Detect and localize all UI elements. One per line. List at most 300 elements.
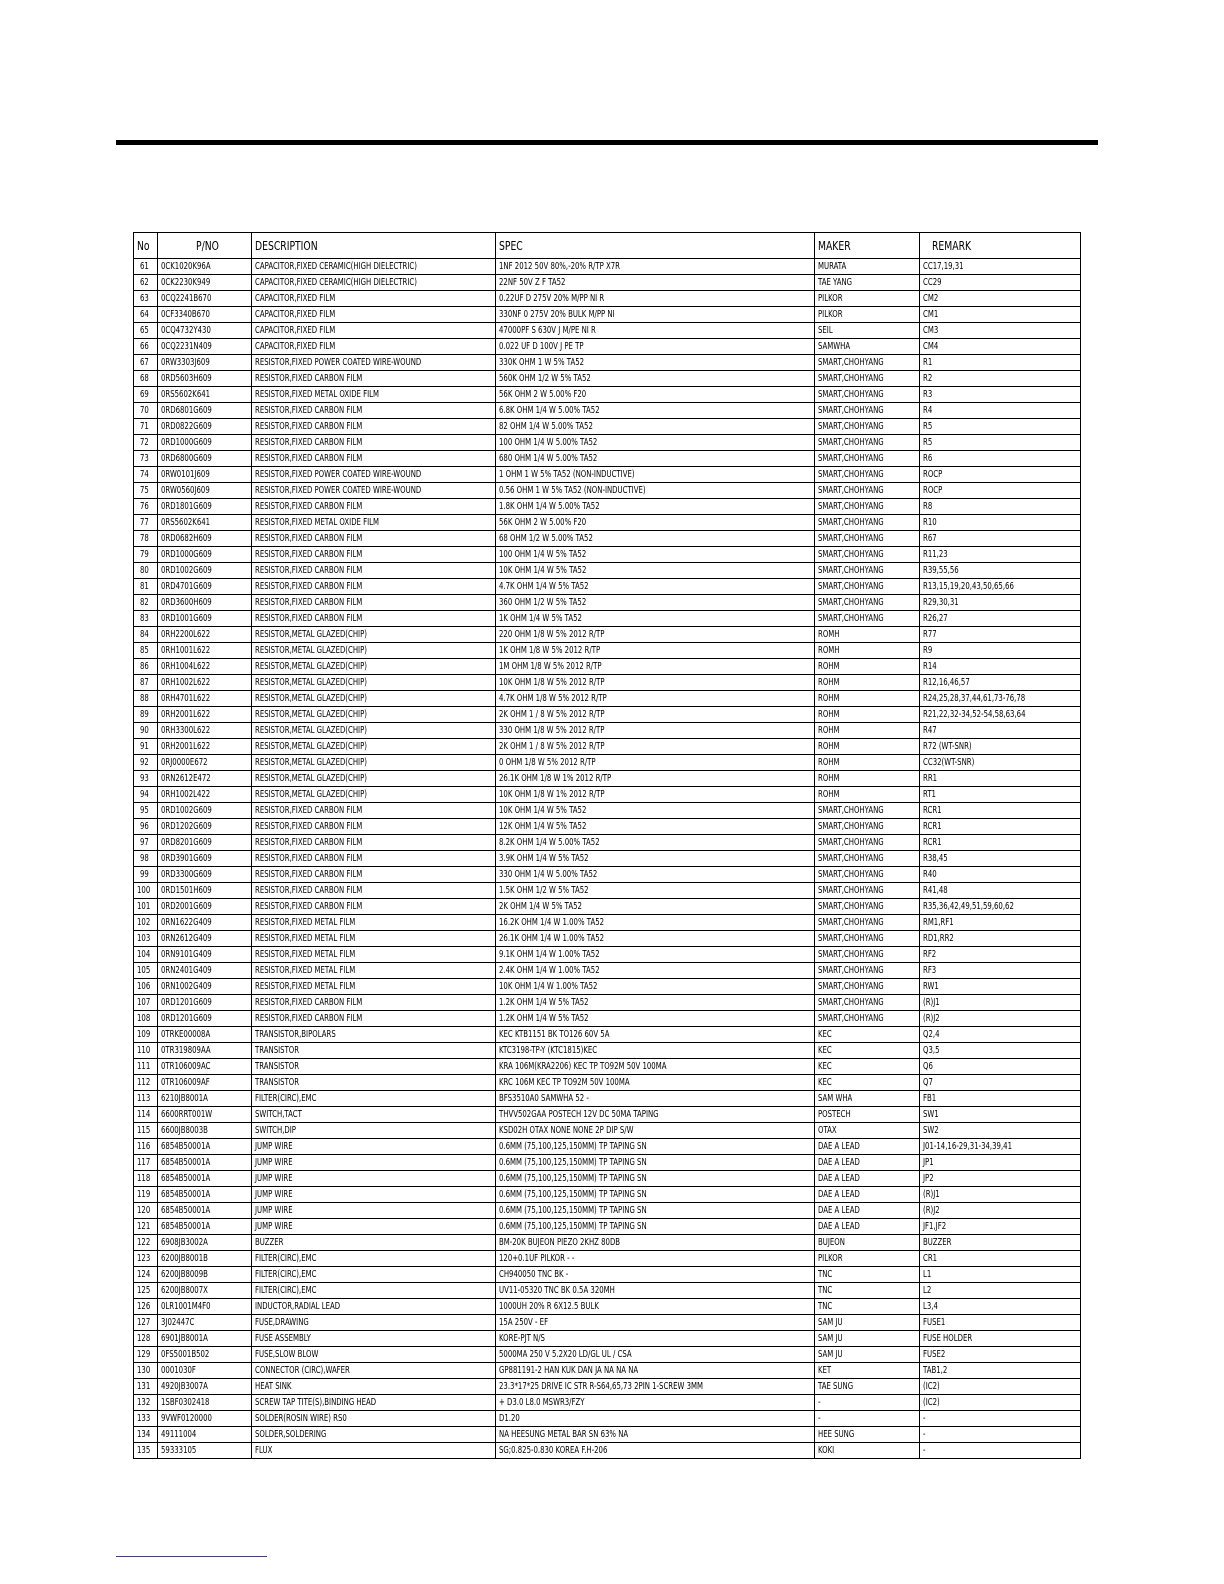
table-row [134,563,1081,579]
cell-desc: RESISTOR,FIXED METAL FILM [252,931,496,947]
cell-desc: HEAT SINK [252,1379,496,1395]
table-row [134,1011,1081,1027]
cell-remark: R14 [920,659,1081,675]
cell-desc: RESISTOR,FIXED CARBON FILM [252,451,496,467]
cell-remark: R67 [920,531,1081,547]
table-row [134,595,1081,611]
table-row [134,339,1081,355]
cell-desc: RESISTOR,FIXED CARBON FILM [252,595,496,611]
table-row [134,1123,1081,1139]
table-row [134,659,1081,675]
cell-maker: SMART,CHOHYANG [815,499,920,515]
cell-spec: 10K OHM 1/4 W 5% TA52 [496,803,815,819]
cell-no: 69 [134,387,158,403]
cell-maker: ROHM [815,707,920,723]
cell-pn: 6600RRT001W [158,1107,252,1123]
cell-spec: 1.2K OHM 1/4 W 5% TA52 [496,1011,815,1027]
cell-remark: RW1 [920,979,1081,995]
cell-pn: 0RH1001L622 [158,643,252,659]
header-remark: REMARK [920,233,1081,259]
cell-spec: 56K OHM 2 W 5.00% F20 [496,515,815,531]
table-row [134,899,1081,915]
cell-remark: J01-14,16-29,31-34,39,41 [920,1139,1081,1155]
cell-desc: TRANSISTOR [252,1043,496,1059]
table-row [134,835,1081,851]
cell-desc: RESISTOR,FIXED CARBON FILM [252,403,496,419]
cell-desc: RESISTOR,METAL GLAZED(CHIP) [252,659,496,675]
table-row [134,403,1081,419]
cell-remark: L1 [920,1267,1081,1283]
cell-desc: RESISTOR,METAL GLAZED(CHIP) [252,723,496,739]
cell-pn: 0RS5602K641 [158,515,252,531]
cell-remark: R40 [920,867,1081,883]
cell-no: 90 [134,723,158,739]
cell-maker: ROHM [815,723,920,739]
cell-desc: RESISTOR,METAL GLAZED(CHIP) [252,643,496,659]
table-row [134,499,1081,515]
cell-no: 115 [134,1123,158,1139]
cell-no: 66 [134,339,158,355]
cell-maker: SMART,CHOHYANG [815,355,920,371]
cell-spec: BFS3510A0 SAMWHA 52 - [496,1091,815,1107]
table-row [134,1283,1081,1299]
cell-desc: TRANSISTOR [252,1059,496,1075]
header-no: No [134,233,158,259]
cell-no: 117 [134,1155,158,1171]
cell-desc: RESISTOR,METAL GLAZED(CHIP) [252,707,496,723]
table-row [134,963,1081,979]
cell-no: 92 [134,755,158,771]
cell-maker: TAE YANG [815,275,920,291]
cell-pn: 3J02447C [158,1315,252,1331]
cell-spec: 8.2K OHM 1/4 W 5.00% TA52 [496,835,815,851]
cell-desc: CAPACITOR,FIXED FILM [252,291,496,307]
cell-remark: R41,48 [920,883,1081,899]
cell-no: 80 [134,563,158,579]
cell-desc: RESISTOR,FIXED POWER COATED WIRE-WOUND [252,467,496,483]
cell-no: 70 [134,403,158,419]
cell-pn: 0CK1020K96A [158,259,252,275]
cell-pn: 0RJ0000E672 [158,755,252,771]
cell-maker: KEC [815,1043,920,1059]
cell-maker: - [815,1395,920,1411]
cell-remark: TAB1,2 [920,1363,1081,1379]
table-row [134,419,1081,435]
cell-no: 95 [134,803,158,819]
cell-pn: 0RD5603H609 [158,371,252,387]
cell-desc: RESISTOR,FIXED CARBON FILM [252,803,496,819]
table-row [134,691,1081,707]
table-row [134,1235,1081,1251]
cell-pn: 0CQ2231N409 [158,339,252,355]
cell-maker: SMART,CHOHYANG [815,467,920,483]
cell-pn: 9VWF0120000 [158,1411,252,1427]
table-row [134,323,1081,339]
cell-pn: 0RD1201G609 [158,995,252,1011]
cell-spec: 5000MA 250 V 5.2X20 LD/GL UL / CSA [496,1347,815,1363]
table-row [134,947,1081,963]
cell-no: 62 [134,275,158,291]
cell-desc: FUSE,SLOW BLOW [252,1347,496,1363]
cell-desc: RESISTOR,FIXED METAL OXIDE FILM [252,515,496,531]
cell-remark: R35,36,42,49,51,59,60,62 [920,899,1081,915]
table-row [134,579,1081,595]
cell-spec: KORE-PJT N/S [496,1331,815,1347]
cell-pn: 0RD1002G609 [158,563,252,579]
cell-desc: RESISTOR,FIXED CARBON FILM [252,899,496,915]
cell-desc: RESISTOR,FIXED CARBON FILM [252,563,496,579]
cell-desc: RESISTOR,FIXED CARBON FILM [252,867,496,883]
cell-maker: OTAX [815,1123,920,1139]
cell-no: 114 [134,1107,158,1123]
cell-maker: TNC [815,1283,920,1299]
cell-no: 104 [134,947,158,963]
cell-pn: 0RD3600H609 [158,595,252,611]
cell-desc: RESISTOR,FIXED METAL FILM [252,963,496,979]
cell-remark: JF1,JF2 [920,1219,1081,1235]
cell-maker: SMART,CHOHYANG [815,563,920,579]
table-row [134,915,1081,931]
cell-no: 99 [134,867,158,883]
cell-maker: SMART,CHOHYANG [815,403,920,419]
table-row [134,755,1081,771]
cell-maker: KOKI [815,1443,920,1459]
table-row [134,675,1081,691]
cell-spec: 0.6MM (75,100,125,150MM) TP TAPING SN [496,1155,815,1171]
cell-desc: RESISTOR,METAL GLAZED(CHIP) [252,787,496,803]
cell-spec: 4.7K OHM 1/8 W 5% 2012 R/TP [496,691,815,707]
cell-no: 76 [134,499,158,515]
cell-pn: 6901JB8001A [158,1331,252,1347]
cell-desc: RESISTOR,FIXED CARBON FILM [252,883,496,899]
cell-no: 79 [134,547,158,563]
cell-pn: 6854B50001A [158,1139,252,1155]
cell-maker: ROHM [815,691,920,707]
table-row [134,1299,1081,1315]
cell-maker: SMART,CHOHYANG [815,371,920,387]
table-row [134,1059,1081,1075]
cell-no: 110 [134,1043,158,1059]
cell-desc: RESISTOR,METAL GLAZED(CHIP) [252,675,496,691]
cell-maker: SMART,CHOHYANG [815,867,920,883]
cell-spec: D1.20 [496,1411,815,1427]
cell-maker: SAM JU [815,1347,920,1363]
table-row [134,867,1081,883]
cell-remark: R8 [920,499,1081,515]
cell-maker: PILKOR [815,291,920,307]
cell-maker: SMART,CHOHYANG [815,579,920,595]
table-row [134,483,1081,499]
cell-pn: 0CF3340B670 [158,307,252,323]
cell-no: 94 [134,787,158,803]
cell-pn: 6854B50001A [158,1155,252,1171]
cell-desc: JUMP WIRE [252,1203,496,1219]
cell-no: 65 [134,323,158,339]
cell-remark: Q2,4 [920,1027,1081,1043]
cell-spec: 330K OHM 1 W 5% TA52 [496,355,815,371]
table-row [134,979,1081,995]
table-row [134,259,1081,275]
table-row [134,1347,1081,1363]
cell-desc: CONNECTOR (CIRC),WAFER [252,1363,496,1379]
cell-spec: 10K OHM 1/4 W 1.00% TA52 [496,979,815,995]
cell-pn: 0TRKE00008A [158,1027,252,1043]
cell-desc: RESISTOR,FIXED CARBON FILM [252,819,496,835]
cell-spec: 1NF 2012 50V 80%,-20% R/TP X7R [496,259,815,275]
table-row [134,1075,1081,1091]
table-row [134,1155,1081,1171]
cell-remark: R2 [920,371,1081,387]
cell-pn: 0RD0682H609 [158,531,252,547]
cell-pn: 0RN1002G409 [158,979,252,995]
cell-desc: JUMP WIRE [252,1171,496,1187]
cell-desc: RESISTOR,METAL GLAZED(CHIP) [252,691,496,707]
cell-remark: R47 [920,723,1081,739]
cell-maker: ROHM [815,787,920,803]
cell-no: 85 [134,643,158,659]
cell-no: 98 [134,851,158,867]
cell-remark: - [920,1427,1081,1443]
table-row [134,1043,1081,1059]
cell-remark: Q3,5 [920,1043,1081,1059]
cell-pn: 0RN2401G409 [158,963,252,979]
cell-spec: 680 OHM 1/4 W 5.00% TA52 [496,451,815,467]
cell-desc: RESISTOR,METAL GLAZED(CHIP) [252,771,496,787]
cell-desc: FILTER(CIRC),EMC [252,1267,496,1283]
cell-pn: 0RH4701L622 [158,691,252,707]
header-description: DESCRIPTION [252,233,496,259]
cell-pn: 6200JB8001B [158,1251,252,1267]
cell-desc: RESISTOR,FIXED METAL FILM [252,979,496,995]
cell-desc: FLUX [252,1443,496,1459]
cell-pn: 0RH1002L422 [158,787,252,803]
table-row [134,307,1081,323]
cell-spec: 1K OHM 1/4 W 5% TA52 [496,611,815,627]
cell-maker: SMART,CHOHYANG [815,947,920,963]
cell-maker: SMART,CHOHYANG [815,899,920,915]
cell-spec: NA HEESUNG METAL BAR SN 63% NA [496,1427,815,1443]
cell-maker: SMART,CHOHYANG [815,803,920,819]
cell-pn: 0RH1004L622 [158,659,252,675]
cell-remark: - [920,1443,1081,1459]
cell-remark: R3 [920,387,1081,403]
cell-pn: 0RH1002L622 [158,675,252,691]
cell-no: 77 [134,515,158,531]
cell-remark: R5 [920,419,1081,435]
cell-maker: - [815,1411,920,1427]
cell-spec: KEC KTB1151 BK TO126 60V 5A [496,1027,815,1043]
cell-maker: HEE SUNG [815,1427,920,1443]
cell-pn: 0RD1202G609 [158,819,252,835]
cell-spec: KSD02H OTAX NONE NONE 2P DIP S/W [496,1123,815,1139]
cell-pn: 0RD1000G609 [158,435,252,451]
cell-desc: RESISTOR,FIXED CARBON FILM [252,419,496,435]
cell-desc: JUMP WIRE [252,1139,496,1155]
cell-pn: 59333105 [158,1443,252,1459]
cell-maker: SMART,CHOHYANG [815,979,920,995]
cell-desc: RESISTOR,FIXED CARBON FILM [252,435,496,451]
cell-remark: FB1 [920,1091,1081,1107]
cell-spec: 56K OHM 2 W 5.00% F20 [496,387,815,403]
cell-remark: (R)J1 [920,995,1081,1011]
cell-maker: SMART,CHOHYANG [815,931,920,947]
cell-no: 135 [134,1443,158,1459]
cell-spec: 330 OHM 1/4 W 5.00% TA52 [496,867,815,883]
cell-maker: SMART,CHOHYANG [815,387,920,403]
cell-remark: L3,4 [920,1299,1081,1315]
table-row [134,1411,1081,1427]
cell-remark: Q6 [920,1059,1081,1075]
cell-maker: SMART,CHOHYANG [815,419,920,435]
cell-remark: SW2 [920,1123,1081,1139]
cell-pn: 6210JB8001A [158,1091,252,1107]
cell-no: 86 [134,659,158,675]
cell-no: 103 [134,931,158,947]
table-row [134,1443,1081,1459]
cell-no: 71 [134,419,158,435]
cell-remark: R9 [920,643,1081,659]
cell-desc: RESISTOR,FIXED CARBON FILM [252,547,496,563]
table-row [134,547,1081,563]
cell-no: 116 [134,1139,158,1155]
cell-maker: SMART,CHOHYANG [815,819,920,835]
cell-spec: 16.2K OHM 1/4 W 1.00% TA52 [496,915,815,931]
cell-spec: 1.2K OHM 1/4 W 5% TA52 [496,995,815,1011]
cell-remark: R24,25,28,37,44,61,73-76,78 [920,691,1081,707]
cell-remark: FUSE1 [920,1315,1081,1331]
cell-pn: 6200JB8009B [158,1267,252,1283]
cell-pn: 0RD1801G609 [158,499,252,515]
table-row [134,1427,1081,1443]
cell-no: 82 [134,595,158,611]
cell-remark: FUSE2 [920,1347,1081,1363]
cell-remark: SW1 [920,1107,1081,1123]
cell-remark: ROCP [920,483,1081,499]
cell-pn: 0RD0822G609 [158,419,252,435]
table-row [134,739,1081,755]
cell-desc: FUSE,DRAWING [252,1315,496,1331]
cell-remark: R11,23 [920,547,1081,563]
table-row [134,611,1081,627]
cell-no: 106 [134,979,158,995]
cell-no: 129 [134,1347,158,1363]
table-row [134,1203,1081,1219]
cell-desc: BUZZER [252,1235,496,1251]
cell-maker: SAMWHA [815,339,920,355]
cell-remark: R13,15,19,20,43,50,65,66 [920,579,1081,595]
table-row [134,275,1081,291]
cell-spec: 2K OHM 1 / 8 W 5% 2012 R/TP [496,707,815,723]
cell-spec: CH940050 TNC BK - [496,1267,815,1283]
cell-desc: CAPACITOR,FIXED CERAMIC(HIGH DIELECTRIC) [252,275,496,291]
cell-remark: JP1 [920,1155,1081,1171]
cell-spec: 0.022 UF D 100V J PE TP [496,339,815,355]
cell-maker: SMART,CHOHYANG [815,835,920,851]
cell-maker: SMART,CHOHYANG [815,515,920,531]
cell-no: 101 [134,899,158,915]
cell-no: 88 [134,691,158,707]
cell-desc: CAPACITOR,FIXED CERAMIC(HIGH DIELECTRIC) [252,259,496,275]
cell-no: 121 [134,1219,158,1235]
cell-pn: 0LR1001M4F0 [158,1299,252,1315]
cell-remark: RR1 [920,771,1081,787]
cell-no: 134 [134,1427,158,1443]
cell-desc: RESISTOR,FIXED CARBON FILM [252,995,496,1011]
cell-spec: 47000PF S 630V J M/PE NI R [496,323,815,339]
cell-no: 128 [134,1331,158,1347]
cell-spec: 120+0.1UF PILKOR - - [496,1251,815,1267]
cell-maker: ROHM [815,755,920,771]
cell-spec: 10K OHM 1/8 W 1% 2012 R/TP [496,787,815,803]
cell-pn: 0RN2612E472 [158,771,252,787]
cell-no: 75 [134,483,158,499]
header-spec: SPEC [496,233,815,259]
cell-maker: ROHM [815,739,920,755]
cell-remark: R26,27 [920,611,1081,627]
table-row [134,643,1081,659]
cell-maker: SMART,CHOHYANG [815,915,920,931]
table-row [134,1171,1081,1187]
cell-maker: SAM JU [815,1331,920,1347]
cell-pn: 0RH2001L622 [158,707,252,723]
cell-remark: R29,30,31 [920,595,1081,611]
cell-no: 109 [134,1027,158,1043]
cell-maker: SEIL [815,323,920,339]
cell-remark: CC29 [920,275,1081,291]
cell-maker: TNC [815,1267,920,1283]
cell-no: 74 [134,467,158,483]
cell-spec: 10K OHM 1/4 W 5% TA52 [496,563,815,579]
cell-spec: 0.6MM (75,100,125,150MM) TP TAPING SN [496,1171,815,1187]
cell-remark: (IC2) [920,1395,1081,1411]
cell-spec: 3.9K OHM 1/4 W 5% TA52 [496,851,815,867]
cell-pn: 6600JB8003B [158,1123,252,1139]
cell-spec: 9.1K OHM 1/4 W 1.00% TA52 [496,947,815,963]
cell-desc: RESISTOR,FIXED CARBON FILM [252,1011,496,1027]
cell-spec: 220 OHM 1/8 W 5% 2012 R/TP [496,627,815,643]
cell-spec: 6.8K OHM 1/4 W 5.00% TA52 [496,403,815,419]
cell-no: 93 [134,771,158,787]
cell-maker: SAM JU [815,1315,920,1331]
cell-remark: RD1,RR2 [920,931,1081,947]
table-row [134,1315,1081,1331]
cell-spec: 1.5K OHM 1/2 W 5% TA52 [496,883,815,899]
cell-maker: SMART,CHOHYANG [815,435,920,451]
table-row [134,1107,1081,1123]
cell-desc: JUMP WIRE [252,1219,496,1235]
cell-remark: BUZZER [920,1235,1081,1251]
cell-no: 112 [134,1075,158,1091]
table-row [134,851,1081,867]
cell-maker: ROMH [815,643,920,659]
cell-maker: SMART,CHOHYANG [815,883,920,899]
cell-remark: CM1 [920,307,1081,323]
cell-spec: UV11-05320 TNC BK 0.5A 320MH [496,1283,815,1299]
cell-pn: 6854B50001A [158,1171,252,1187]
table-row [134,1363,1081,1379]
cell-spec: 560K OHM 1/2 W 5% TA52 [496,371,815,387]
cell-maker: PILKOR [815,307,920,323]
cell-desc: RESISTOR,FIXED CARBON FILM [252,835,496,851]
table-row [134,515,1081,531]
table-row [134,1187,1081,1203]
cell-remark: - [920,1411,1081,1427]
cell-maker: TAE SUNG [815,1379,920,1395]
cell-desc: RESISTOR,FIXED CARBON FILM [252,499,496,515]
cell-no: 72 [134,435,158,451]
cell-desc: RESISTOR,FIXED CARBON FILM [252,531,496,547]
cell-desc: FILTER(CIRC),EMC [252,1251,496,1267]
